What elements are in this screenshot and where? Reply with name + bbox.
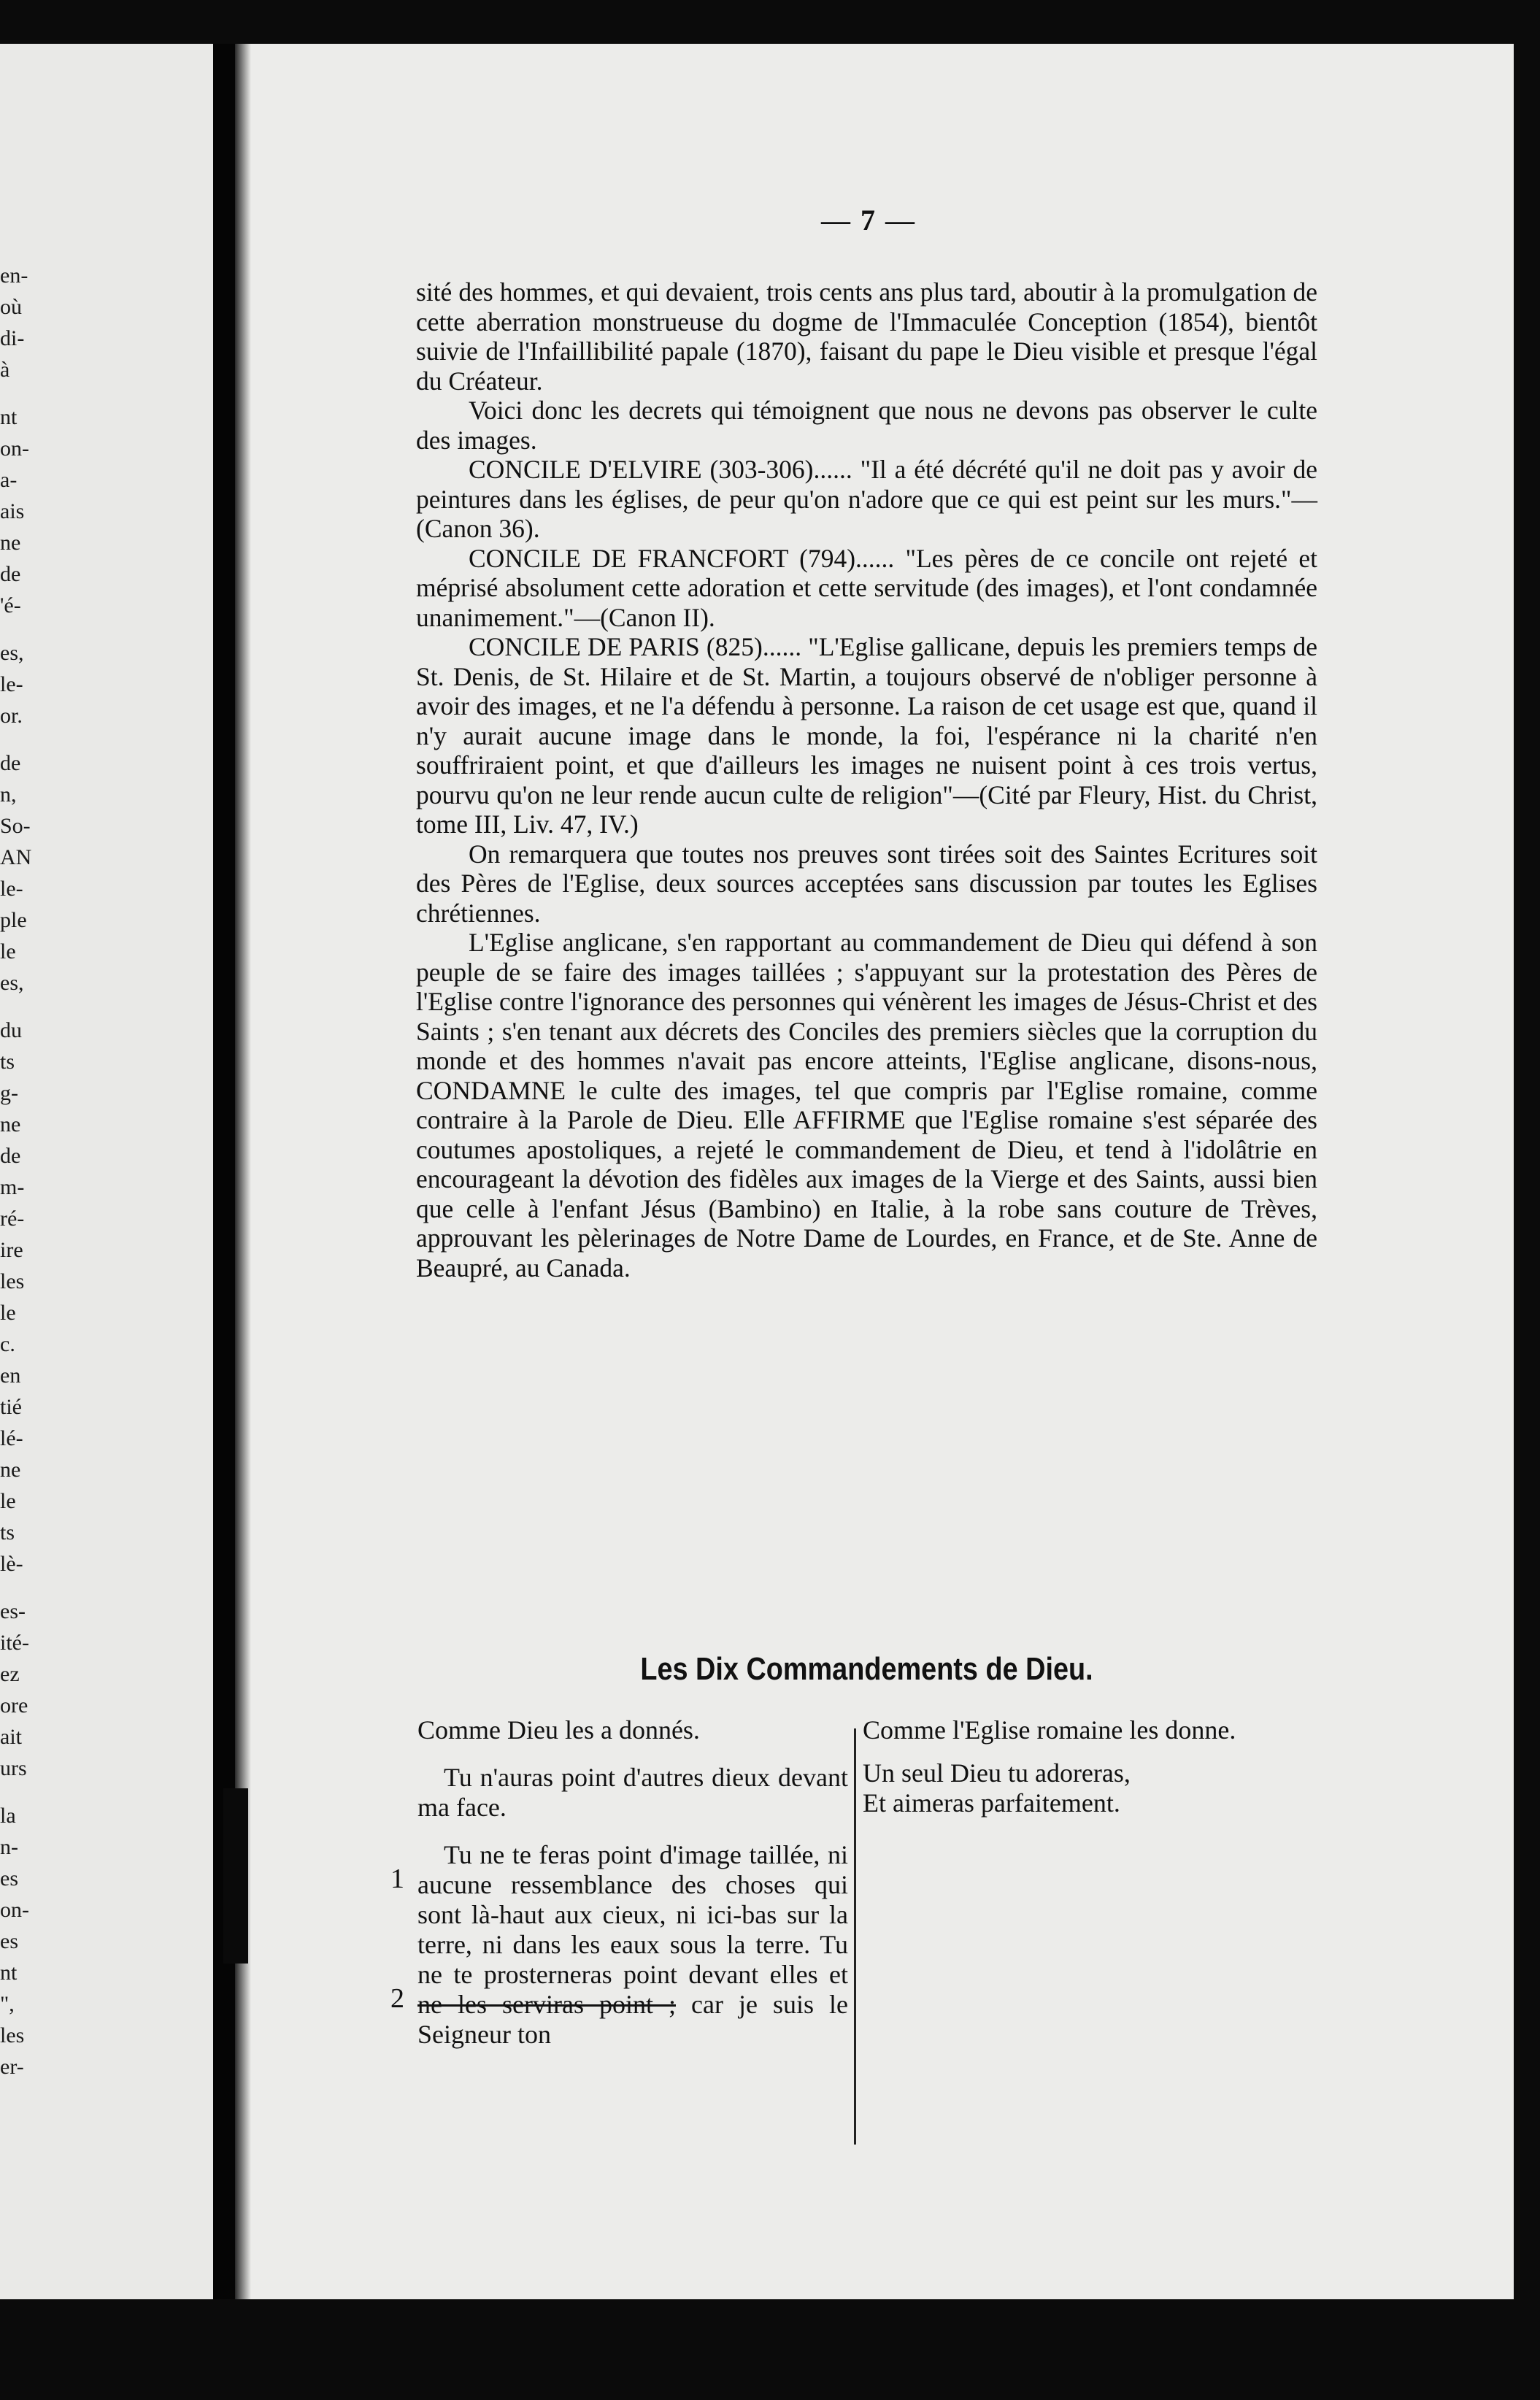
previous-page-line-ending: n, — [0, 782, 17, 807]
commandments-left-column — [417, 1715, 848, 2050]
scan-border — [0, 2299, 1540, 2400]
previous-page-line-ending: de — [0, 751, 21, 775]
previous-page-line-ending: g- — [0, 1081, 18, 1105]
previous-page-line-ending: le- — [0, 672, 23, 696]
previous-page-line-ending: ez — [0, 1662, 20, 1686]
second-commandment — [417, 1840, 848, 2050]
previous-page-line-ending: le — [0, 1301, 16, 1325]
paragraph: CONCILE DE FRANCFORT (794)...... "Les pères de ce concile ont rejeté et méprisé absolument cette adoration et cette servitude (des images), et l'ont condamnée unanimement."—(Canon II). — [416, 543, 1317, 632]
previous-page-line-ending: m- — [0, 1175, 25, 1199]
commandment-number: 1 — [390, 1864, 404, 1894]
previous-page-line-ending: ne — [0, 1112, 21, 1136]
previous-page-line-ending: où — [0, 295, 22, 319]
previous-page-line-ending: ire — [0, 1238, 23, 1262]
previous-page-line-ending: ", — [0, 1992, 15, 2016]
commandments-right-column — [863, 1715, 1330, 1818]
previous-page-line-ending: a- — [0, 468, 18, 492]
previous-page-line-ending: AN — [0, 845, 32, 869]
previous-page-line-ending: le — [0, 939, 16, 964]
previous-page-line-ending: lè- — [0, 1552, 23, 1576]
previous-page-line-ending: on- — [0, 436, 29, 461]
previous-page-line-ending: ré- — [0, 1207, 25, 1231]
previous-page-line-ending: tié — [0, 1395, 22, 1419]
commandment-number: 2 — [390, 1983, 404, 2014]
previous-page-line-endings — [0, 44, 213, 2299]
left-column-header: Comme Dieu les a donnés. — [417, 1715, 700, 1745]
previous-page-line-ending: es — [0, 1866, 18, 1891]
right-column-header: Comme l'Eglise romaine les donne. — [863, 1715, 1236, 1745]
previous-page-line-ending: ts — [0, 1520, 15, 1545]
previous-page-fragment — [0, 44, 213, 2299]
commandment-text: Tu ne te feras point d'image taillée, ni aucune ressemblance des choses qui sont là-haut aux cieux, ni ici-bas sur la terre, ni dans les eaux sous la terre. Tu ne te prosterneras point devant elles et — [417, 1840, 848, 1989]
previous-page-line-ending: les — [0, 2023, 25, 2047]
section-heading: Les Dix Commandements de Dieu. — [640, 1651, 1093, 1687]
binding-mark — [223, 1788, 248, 1964]
previous-page-line-ending: du — [0, 1018, 22, 1042]
first-commandment: Tu n'auras point d'autres dieux devant ma face. — [417, 1763, 848, 1822]
previous-page-line-ending: es, — [0, 971, 24, 995]
previous-page-line-ending: en — [0, 1364, 21, 1388]
commandment-line: Et aimeras parfaitement. — [863, 1788, 1120, 1818]
previous-page-line-ending: n- — [0, 1835, 18, 1859]
previous-page-line-ending: So- — [0, 814, 31, 838]
previous-page-line-ending: ais — [0, 499, 25, 523]
previous-page-line-ending: nt — [0, 405, 18, 429]
previous-page-line-ending: di- — [0, 326, 25, 350]
previous-page-line-ending: ne — [0, 1458, 21, 1482]
previous-page-line-ending: ore — [0, 1693, 28, 1718]
previous-page-line-ending: ple — [0, 908, 27, 932]
previous-page-line-ending: la — [0, 1804, 16, 1828]
previous-page-line-ending: c. — [0, 1332, 15, 1356]
previous-page-line-ending: 'é- — [0, 593, 21, 618]
previous-page-line-ending: de — [0, 562, 21, 586]
page-number: — 7 — — [821, 204, 916, 236]
previous-page-line-ending: ait — [0, 1725, 22, 1749]
previous-page-line-ending: urs — [0, 1756, 27, 1780]
previous-page-line-ending: es- — [0, 1599, 26, 1623]
previous-page-line-ending: or. — [0, 704, 23, 728]
paragraph: CONCILE DE PARIS (825)...... "L'Eglise gallicane, depuis les premiers temps de St. Denis, de St. Hilaire et de St. Martin, a toujours observé de n'obliger personne à avoir des images, et ne l'a défendu à personne. La raison de cet usage est que, quand il n'y aurait aucune image dans le monde, la foi, l'espérance ni la charité n'en souffriraient point, et que d'ailleurs les images ne nuisent point à ces trois vertus, pourvu qu'on ne leur rende aucun culte de religion"—(Cité par Fleury, Hist. du Christ, tome III, Liv. 47, IV.) — [416, 632, 1317, 839]
previous-page-line-ending: ts — [0, 1050, 15, 1074]
previous-page-line-ending: à — [0, 358, 10, 382]
previous-page-line-ending: es — [0, 1929, 18, 1953]
previous-page-line-ending: es, — [0, 641, 24, 665]
previous-page-line-ending: en- — [0, 264, 28, 288]
paragraph: On remarquera que toutes nos preuves sont tirées soit des Saintes Ecritures soit des Pères de l'Eglise, deux sources acceptées sans discussion par toutes les Eglises chrétiennes. — [416, 839, 1317, 928]
previous-page-line-ending: le- — [0, 877, 23, 901]
paragraph: Voici donc les decrets qui témoignent que nous ne devons pas observer le culte des images. — [416, 396, 1317, 455]
previous-page-line-ending: ne — [0, 531, 21, 555]
previous-page-line-ending: lé- — [0, 1426, 23, 1450]
commandment-text: car je suis le Seigneur ton — [417, 1990, 848, 2049]
paragraph: sité des hommes, et qui devaient, trois cents ans plus tard, aboutir à la promulgation de cette aberration monstrueuse du dogme de l'Immaculée Conception (1854), bientôt suivie de l'Infaillibilité papale (1870), faisant du pape le Dieu visible et presque l'égal du Créateur. — [416, 277, 1317, 396]
previous-page-line-ending: nt — [0, 1961, 18, 1985]
commandment-line: Un seul Dieu tu adoreras, — [863, 1758, 1131, 1788]
paragraph: L'Eglise anglicane, s'en rapportant au commandement de Dieu qui défend à son peuple de se faire des images taillées ; s'appuyant sur la protestation des Pères de l'Eglise contre l'ignorance des personnes qui vénèrent les images de Jésus-Christ et des Saints ; s'en tenant aux décrets des Conciles des premiers siècles que la corruption du monde et des hommes n'avait pas encore atteints, l'Eglise anglicane, disons-nous, CONDAMNE le culte des images, tel que compris par l'Eglise romaine, comme contraire à la Parole de Dieu. Elle AFFIRME que l'Eglise romaine s'est séparée des coutumes apostoliques, a rejeté le commandement de Dieu, et tend à l'idolâtrie en encourageant la dévotion des fidèles aux images de la Vierge et des Saints, aussi bien que celle à l'enfant Jésus (Bambino) en Italie, à la robe sans couture de Trèves, approuvant les pèlerinages de Notre Dame de Lourdes, en France, et de Ste. Anne de Beaupré, au Canada. — [416, 928, 1317, 1282]
previous-page-line-ending: le — [0, 1489, 16, 1513]
body-text — [416, 277, 1317, 1282]
previous-page-line-ending: de — [0, 1144, 21, 1168]
previous-page-line-ending: er- — [0, 2055, 24, 2079]
struck-text: ne les serviras point ; — [417, 1990, 676, 2019]
paragraph: CONCILE D'ELVIRE (303-306)...... "Il a été décrété qu'il ne doit pas y avoir de peintures dans les églises, de peur qu'on n'adore que ce qui est peint sur les murs."—(Canon 36). — [416, 455, 1317, 543]
previous-page-line-ending: ité- — [0, 1631, 29, 1655]
column-divider — [854, 1728, 856, 2145]
previous-page-line-ending: les — [0, 1269, 25, 1293]
previous-page-line-ending: on- — [0, 1898, 29, 1922]
